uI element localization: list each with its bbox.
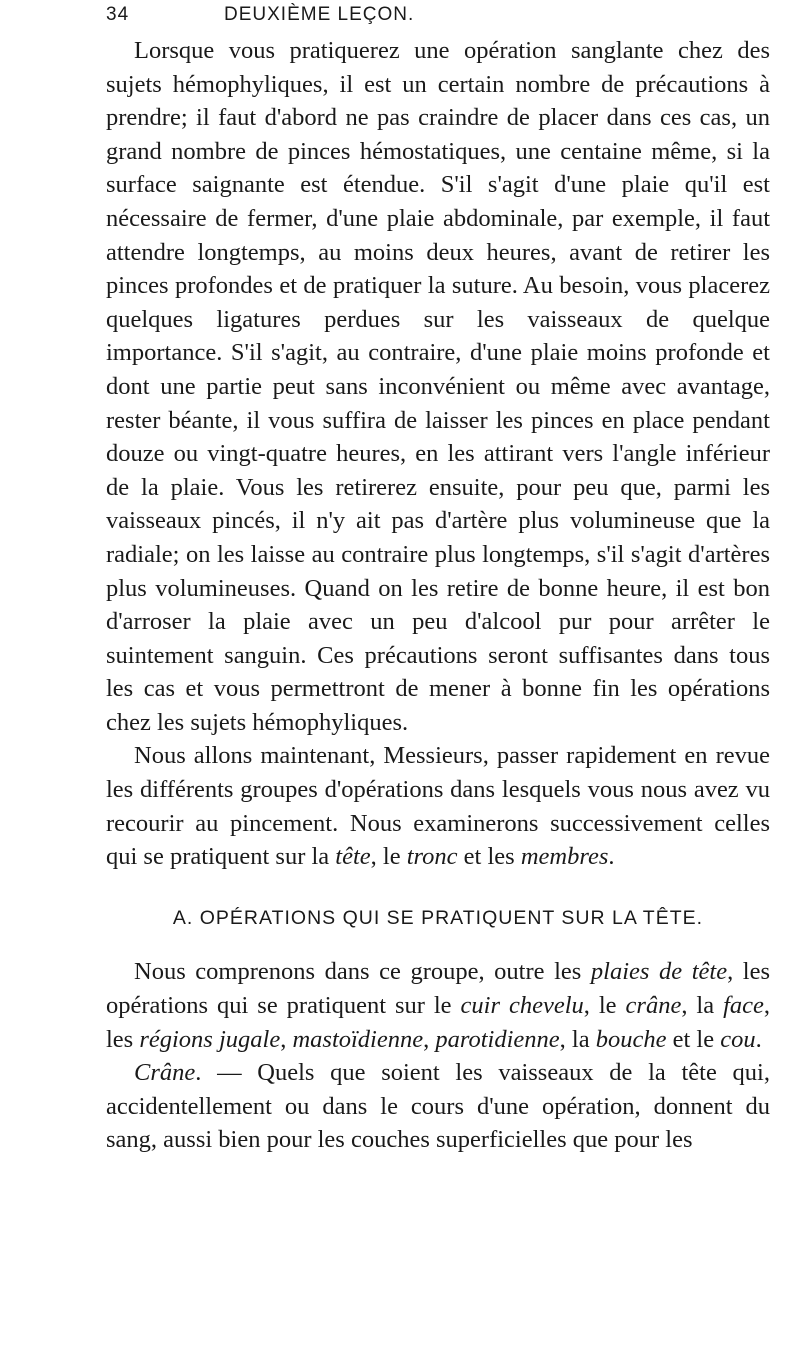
- text-run: ,: [423, 1025, 436, 1053]
- italic-term: tronc: [406, 843, 458, 871]
- text-run: ,: [280, 1025, 293, 1053]
- text-run: , les opérations qui se pratiquent sur le: [106, 958, 770, 1020]
- running-title: DEUXIÈME LEÇON.: [224, 4, 415, 25]
- text-run: .: [608, 843, 615, 871]
- text-run: , les: [106, 992, 771, 1053]
- italic-term: plaies de tête: [590, 958, 728, 986]
- text-run: et le: [666, 1025, 721, 1053]
- italic-term: Crâne: [134, 1059, 196, 1087]
- italic-term: parotidienne: [435, 1025, 560, 1053]
- text-run: , le: [370, 843, 407, 871]
- italic-term: cou: [720, 1025, 756, 1053]
- page-number: 34: [106, 4, 130, 25]
- italic-term: tête: [335, 843, 371, 871]
- paragraph-group: [106, 34, 770, 874]
- text-run: . — Quels que soient les vaisseaux de la tête qui, accidentellement ou dans le cours d'une opération, donnent du sang, aussi bien pour les couches superficielles que pour les: [106, 1059, 770, 1154]
- paragraph: [106, 1056, 770, 1157]
- text-run: Nous allons maintenant, Messieurs, passer rapidement en revue les différents groupes d'opérations dans lesquels vous nous avez vu recourir au pincement. Nous examinerons successivement celles qui se pratiquent sur la: [106, 742, 770, 871]
- text-run: , la: [559, 1025, 596, 1053]
- running-head: [106, 4, 770, 34]
- text-run: , le: [583, 992, 626, 1020]
- section-heading: A. OPÉRATIONS QUI SE PRATIQUENT SUR LA TÊTE.: [172, 906, 704, 929]
- text-run: et les: [457, 843, 521, 871]
- body-text: [106, 34, 770, 1157]
- text-run: .: [755, 1025, 762, 1053]
- paragraph-group: [106, 955, 770, 1157]
- text-run: , la: [681, 992, 724, 1020]
- paragraph: [106, 955, 770, 1056]
- italic-term: mastoïdienne: [292, 1025, 424, 1053]
- paragraph: [106, 34, 770, 739]
- paragraph: [106, 739, 770, 873]
- italic-term: membres: [520, 843, 609, 871]
- italic-term: cuir chevelu: [460, 992, 584, 1020]
- italic-term: face: [723, 992, 764, 1020]
- text-run: Lorsque vous pratiquerez une opération sanglante chez des sujets hémophyliques, il est un certain nombre de précautions à prendre; il faut d'abord ne pas craindre de placer dans ces cas, un grand nombre de pinces hémostatiques, une centaine même, si la surface saignante est étendue. S'il s'agit d'une plaie qu'il est nécessaire de fermer, d'une plaie abdominale, par exemple, il faut attendre longtemps, au moins deux heures, avant de retirer les pinces profondes et de pratiquer la suture. Au besoin, vous placerez quelques ligatures perdues sur les vaisseaux de quelque importance. S'il s'agit, au contraire, d'une plaie moins profonde et dont une partie peut sans inconvénient ou même avec avantage, rester béante, il vous suffira de laisser les pinces en place pendant douze ou vingt-quatre heures, en les attirant vers l'angle inférieur de la plaie. Vous les retirerez ensuite, pour peu que, parmi les vaisseaux pincés, il n'y ait pas d'artère plus volumineuse que la radiale; on les laisse au contraire plus longtemps, s'il s'agit d'artères plus volumineuses. Quand on les retire de bonne heure, il est bon d'arroser la plaie avec un peu d'alcool pur pour arrêter le suintement sanguin. Ces précautions seront suffisantes dans tous les cas et vous permettront de mener à bonne fin les opérations chez les sujets hémophyliques.: [106, 37, 770, 736]
- italic-term: régions jugale: [139, 1025, 281, 1053]
- text-run: Nous comprenons dans ce groupe, outre les: [134, 958, 591, 986]
- italic-term: crâne: [625, 992, 682, 1020]
- italic-term: bouche: [595, 1025, 667, 1053]
